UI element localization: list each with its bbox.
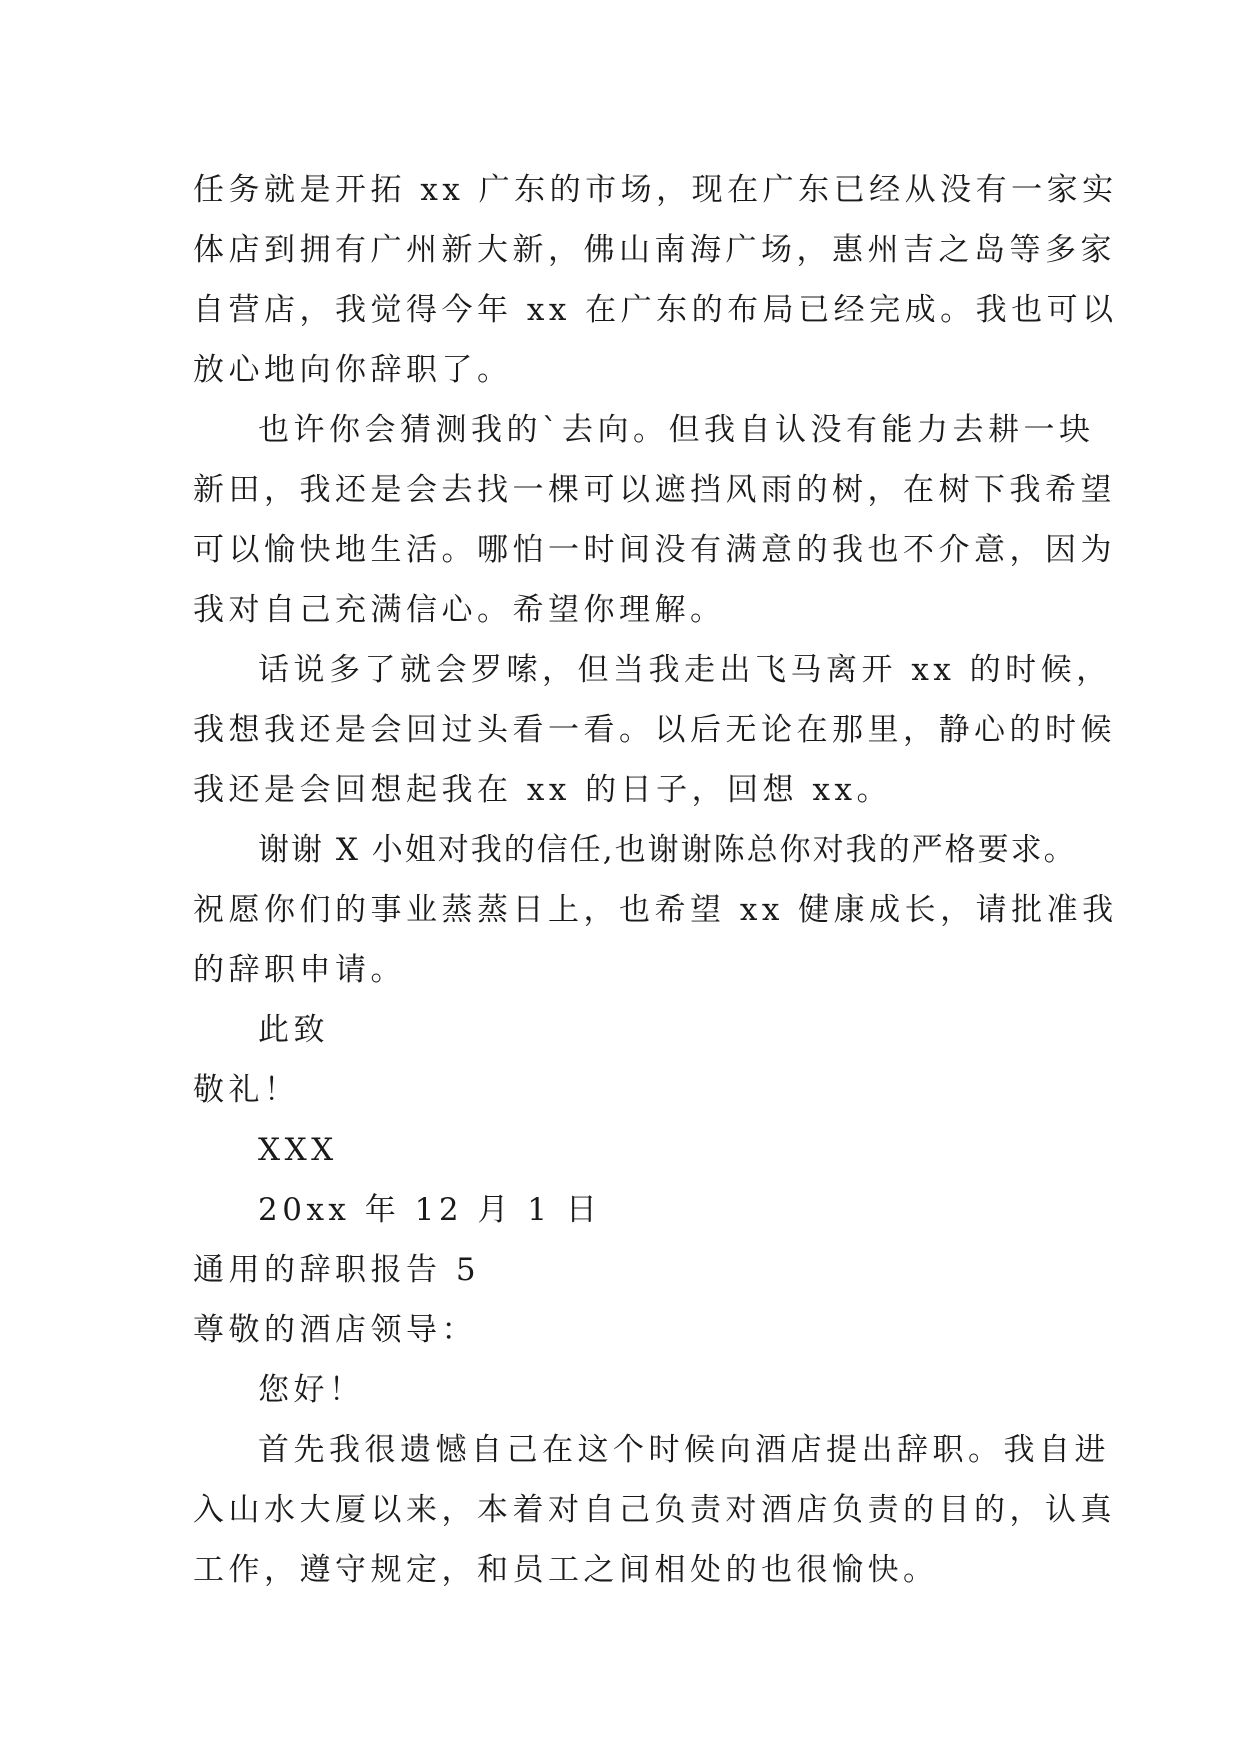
text-line: 可以愉快地生活。哪怕一时间没有满意的我也不介意，因为	[193, 532, 1116, 568]
text-line: 工作，遵守规定，和员工之间相处的也很愉快。	[193, 1552, 939, 1588]
text-line: 我还是会回想起我在 xx 的日子，回想 xx。	[193, 772, 892, 808]
text-line: 也许你会猜测我的`去向。但我自认没有能力去耕一块	[258, 412, 1095, 448]
text-line: 放心地向你辞职了。	[193, 352, 513, 388]
signature-date: 20xx 年 12 月 1 日	[258, 1192, 602, 1228]
text-line: 我想我还是会回过头看一看。以后无论在那里，静心的时候	[193, 712, 1116, 748]
letter-salutation: 尊敬的酒店领导：	[193, 1312, 477, 1348]
text-line: 体店到拥有广州新大新，佛山南海广场，惠州吉之岛等多家	[193, 232, 1116, 268]
greeting: 您好！	[258, 1372, 365, 1408]
text-line: 新田，我还是会去找一棵可以遮挡风雨的树，在树下我希望	[193, 472, 1116, 508]
text-line: 谢谢 X 小姐对我的信任,也谢谢陈总你对我的严格要求。	[258, 832, 1077, 868]
text-line: 祝愿你们的事业蒸蒸日上，也希望 xx 健康成长，请批准我	[193, 892, 1118, 928]
closing-phrase: 此致	[258, 1012, 329, 1048]
text-line: 话说多了就会罗嗦，但当我走出飞马离开 xx 的时候，	[258, 652, 1112, 688]
text-line: 的辞职申请。	[193, 952, 406, 988]
text-line: 我对自己充满信心。希望你理解。	[193, 592, 726, 628]
text-line: 任务就是开拓 xx 广东的市场，现在广东已经从没有一家实	[193, 172, 1118, 208]
text-line: 首先我很遗憾自己在这个时候向酒店提出辞职。我自进	[258, 1432, 1110, 1468]
section-title: 通用的辞职报告 5	[193, 1252, 481, 1288]
signature-name: XXX	[258, 1132, 338, 1168]
text-line: 入山水大厦以来，本着对自己负责对酒店负责的目的，认真	[193, 1492, 1116, 1528]
salutation-closing: 敬礼！	[193, 1072, 300, 1108]
document-body	[193, 160, 1118, 1600]
text-line: 自营店，我觉得今年 xx 在广东的布局已经完成。我也可以	[193, 292, 1118, 328]
